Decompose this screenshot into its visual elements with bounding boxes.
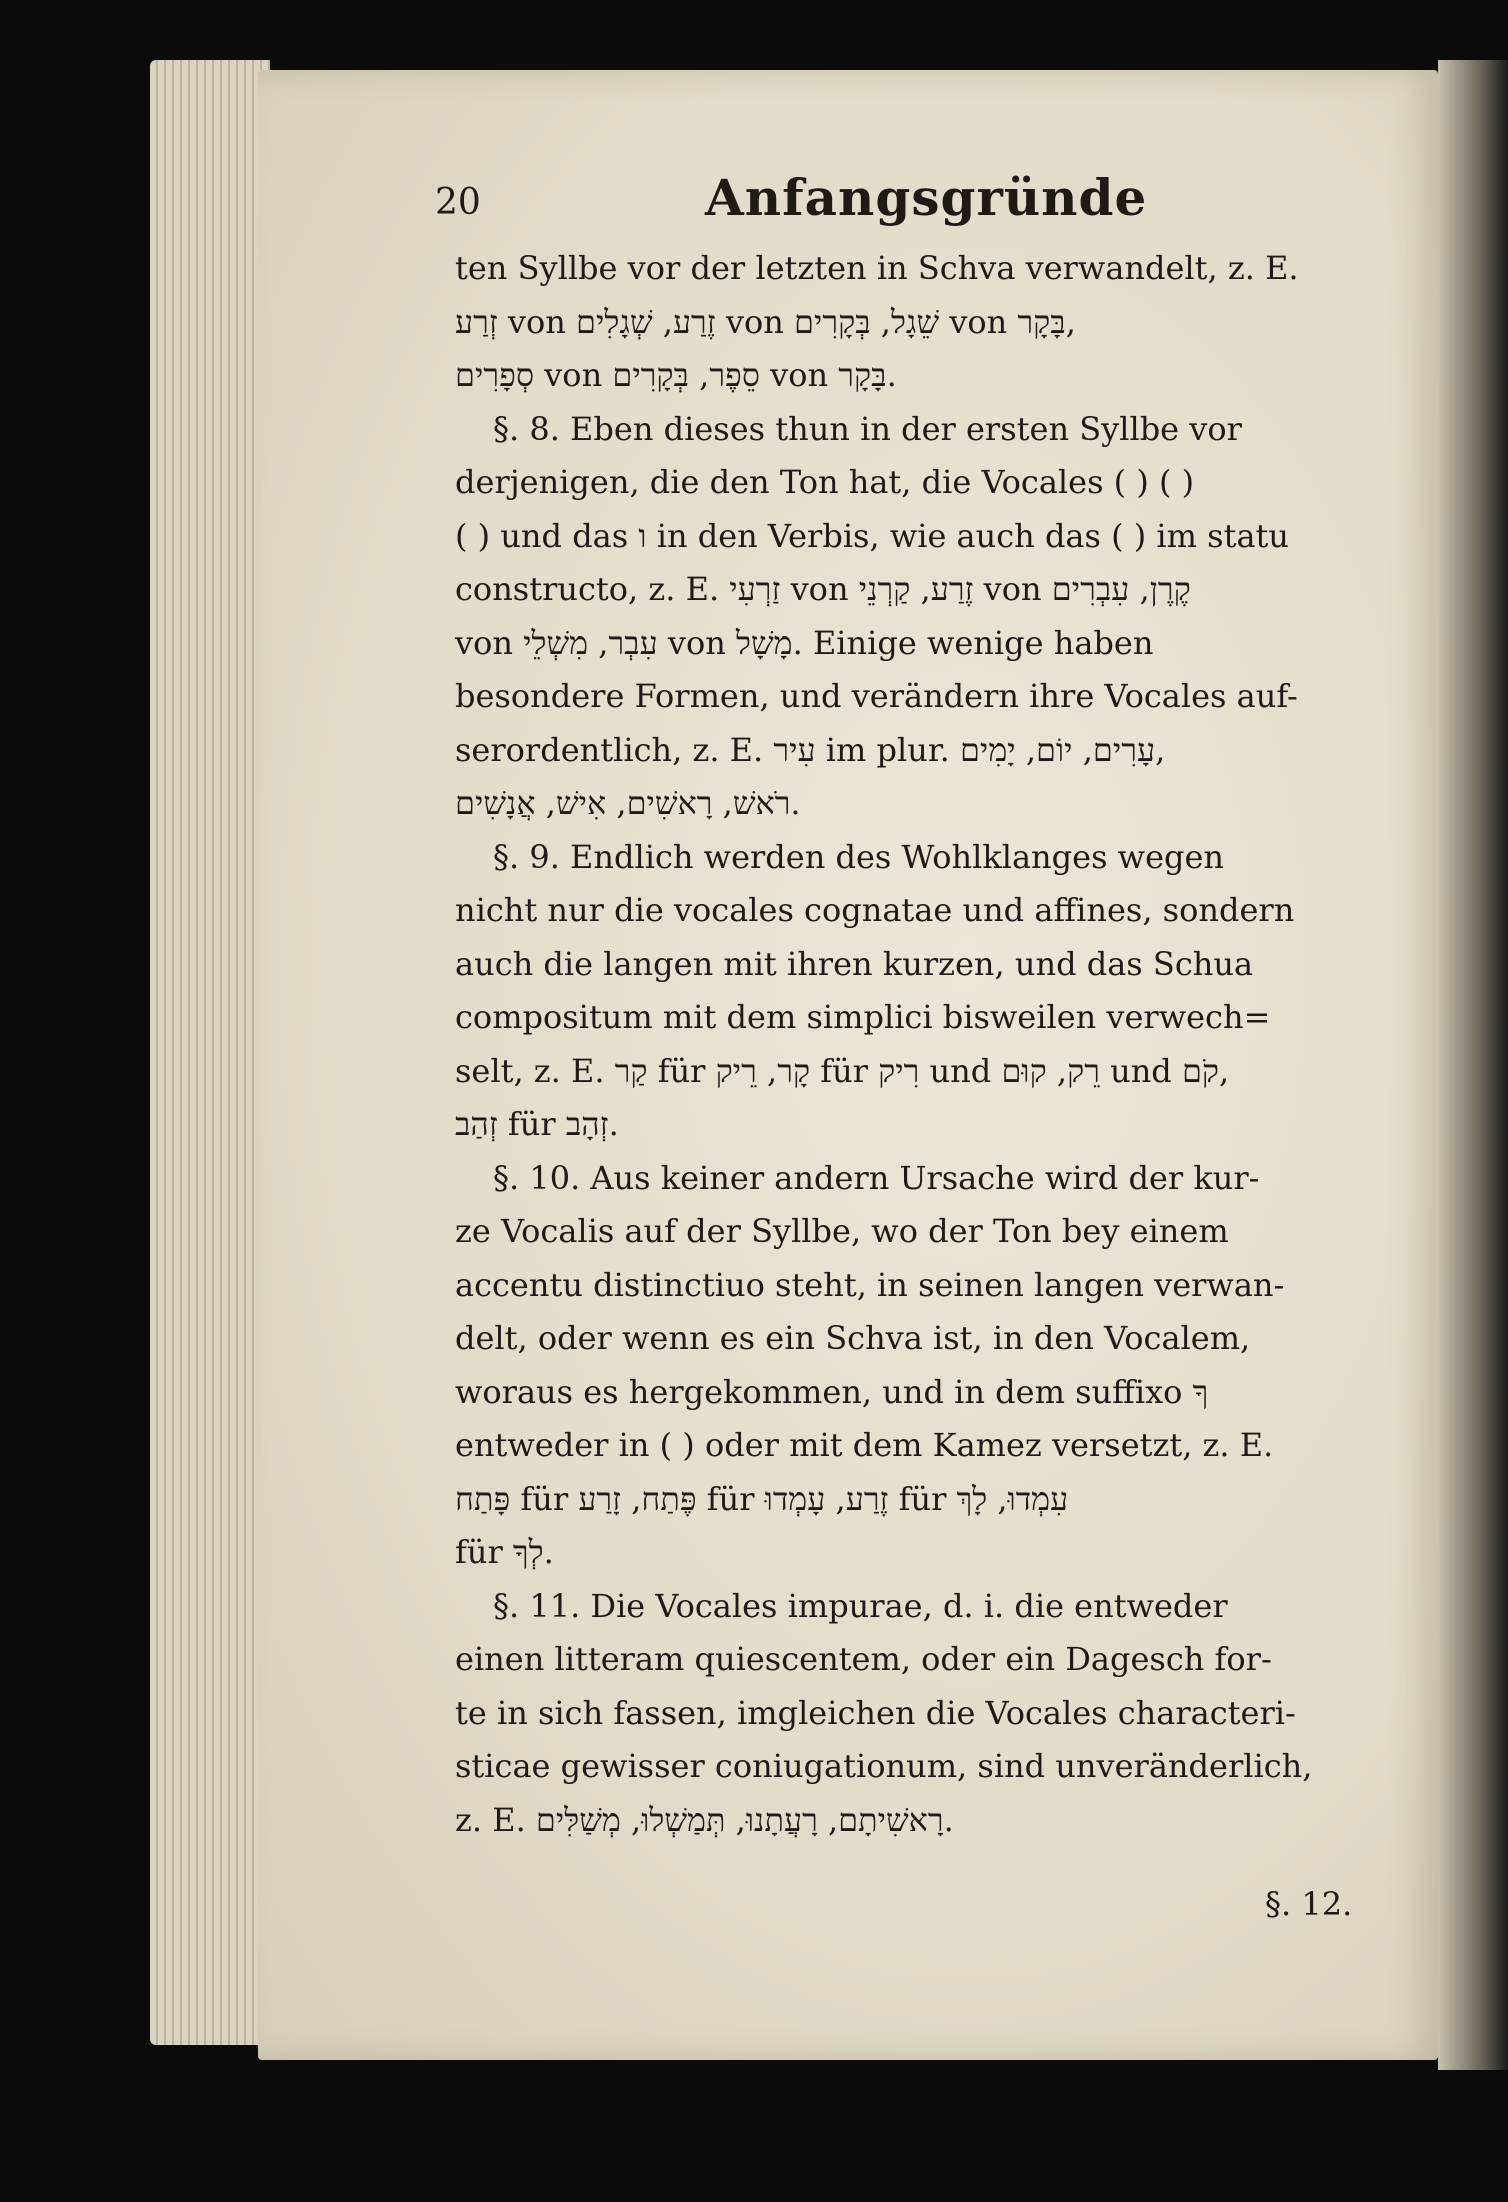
body-line: te in sich fassen, imgleichen die Vocales characteri-: [455, 1693, 1296, 1732]
body-line: z. E. רָאשִׁיתָם, רָעֲתָנוּ, תְּמַשְׁלוּ, מְשַׁלִּים.: [455, 1800, 954, 1839]
body-line: woraus es hergekommen, und in dem suffixo ךָ: [455, 1372, 1209, 1411]
body-line: delt, oder wenn es ein Schva ist, in den Vocalem,: [455, 1319, 1251, 1357]
body-line: derjenigen, die den Ton hat, die Vocales ( ) ( ): [455, 463, 1195, 501]
section-8-start: §. 8. Eben dieses thun in der ersten Syllbe vor: [493, 409, 1242, 448]
body-line: von עִבְר, מִשְׁלֵי von מָשָׁל. Einige wenige haben: [455, 623, 1154, 662]
running-head: [435, 160, 1380, 230]
page-edges: [150, 60, 270, 2045]
body-line: nicht nur die vocales cognatae und affines, sondern: [455, 891, 1295, 929]
body-line: serordentlich, z. E. עִיר im plur. עָרִים, יוֹם, יָמִים,: [455, 730, 1166, 769]
body-line: רֹאשׁ, רָאשִׁים, אִישׁ, אֲנָשִׁים.: [455, 784, 801, 822]
page-number: 20: [435, 182, 481, 223]
body-line: accentu distinctiuo steht, in seinen langen verwan-: [455, 1265, 1285, 1304]
body-line: ze Vocalis auf der Syllbe, wo der Ton bey einem: [455, 1212, 1229, 1250]
body-line: sticae gewisser coniugationum, sind unveränderlich,: [455, 1747, 1313, 1785]
body-line: constructo, z. E. זַרְעִי von זֶרַע, קַרְנֵי von קֶרֶן, עִבְרִים: [455, 570, 1191, 608]
body-line: für לְךָ.: [455, 1533, 554, 1571]
body-line: ten Syllbe vor der letzten in Schva verwandelt, z. E.: [455, 249, 1299, 287]
body-line: entweder in ( ) oder mit dem Kamez versetzt, z. E.: [455, 1426, 1274, 1464]
body-line: ( ) und das ו in den Verbis, wie auch das ( ) im statu: [455, 516, 1289, 555]
section-10-start: §. 10. Aus keiner andern Ursache wird der kur-: [493, 1158, 1260, 1197]
catchword: §. 12.: [1265, 1885, 1353, 1923]
body-line: besondere Formen, und verändern ihre Vocales auf-: [455, 677, 1298, 715]
body-line: compositum mit dem simplici bisweilen verwech=: [455, 998, 1271, 1036]
body-line: פָּתַח für פֶּתַח, זָרַע für זֶרַע, עָמְדוּ für עִמְדוּ, לָךְ: [455, 1479, 1069, 1518]
body-line: זְהַב für זְהָב.: [455, 1105, 619, 1143]
section-11-start: §. 11. Die Vocales impurae, d. i. die entweder: [493, 1586, 1228, 1625]
body-line: einen litteram quiescentem, oder ein Dagesch for-: [455, 1640, 1272, 1678]
text-block: [435, 160, 1380, 1847]
body-line: auch die langen mit ihren kurzen, und das Schua: [455, 944, 1254, 983]
body-line: סְפָרִים von סֵפֶר, בְּקָרִים von בָּקָר.: [455, 356, 897, 394]
body-line: selt, z. E. קַר für קָר, רֵיק für רִיק und רֵק, קוּם und קֹם,: [455, 1051, 1230, 1090]
header-title: Anfangsgründe: [705, 168, 1148, 227]
body-line: זְרַע von זֶרַע, שְׁגָלִים von שֵׁגָל, בְּקָרִים von בָּקָר,: [455, 302, 1076, 341]
gutter-shadow: [1438, 60, 1508, 2070]
section-9-start: §. 9. Endlich werden des Wohlklanges wegen: [493, 837, 1225, 876]
